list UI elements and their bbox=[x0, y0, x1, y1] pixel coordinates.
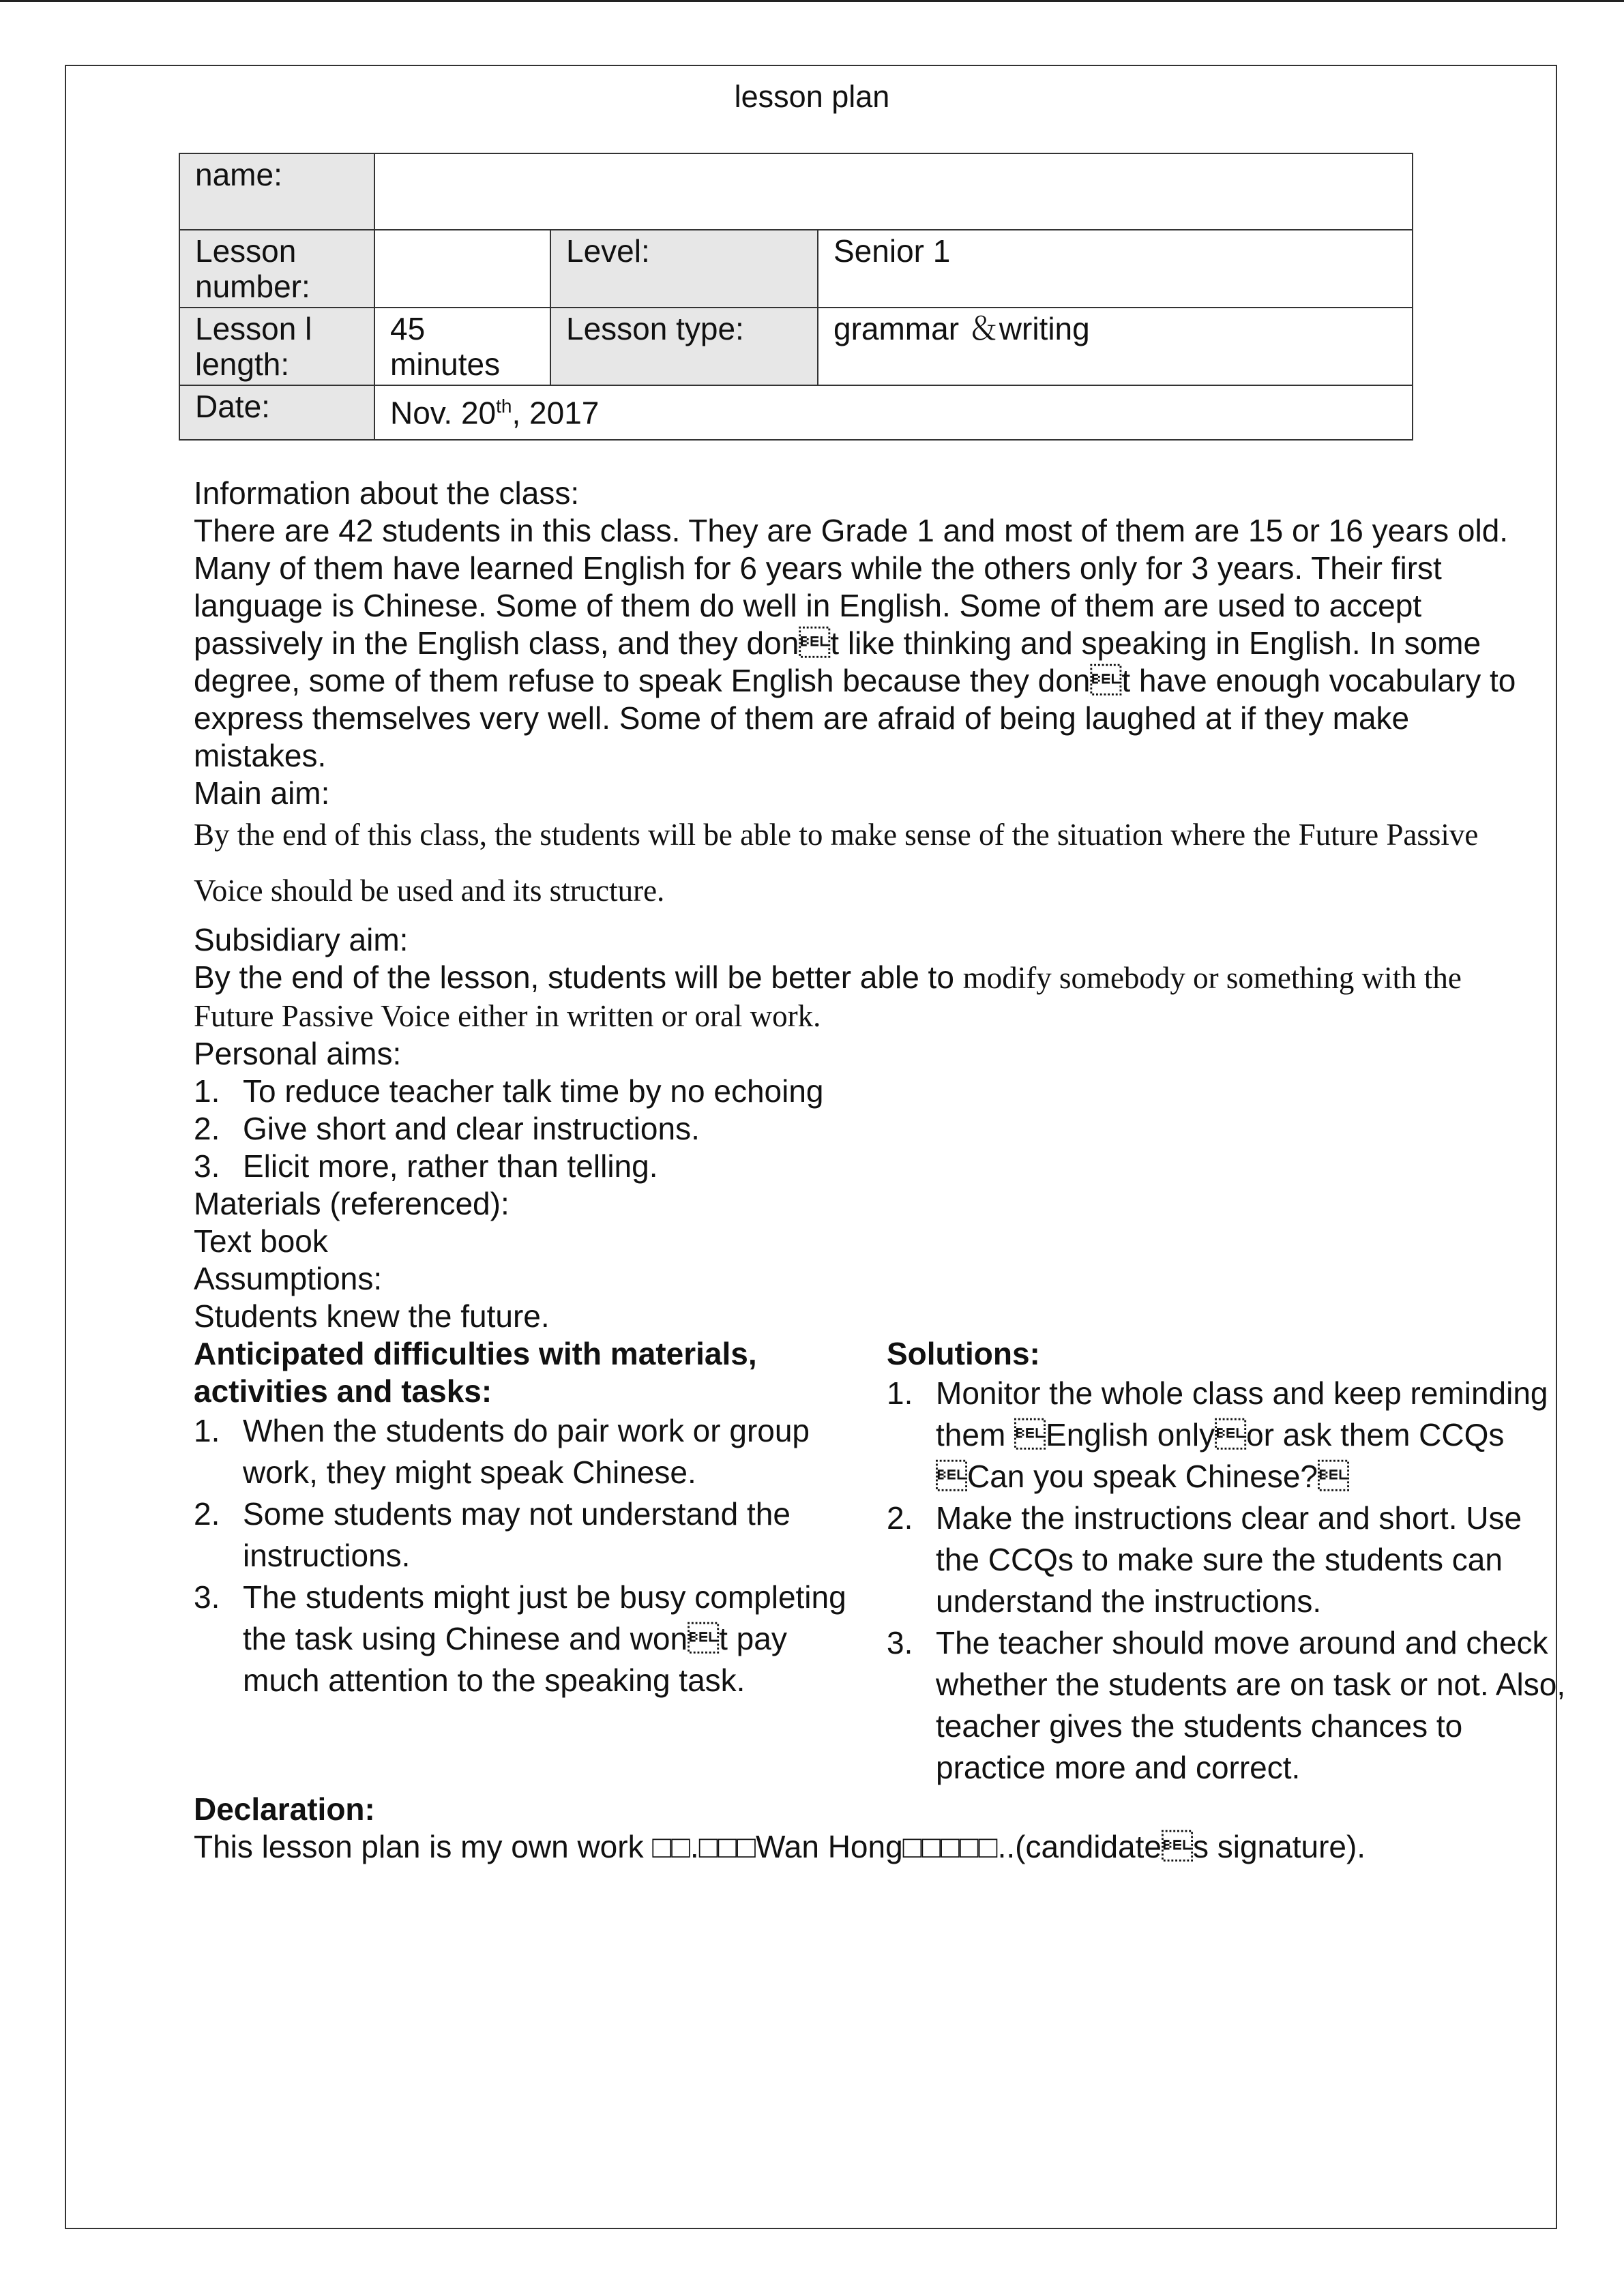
difficulties-solutions-columns bbox=[194, 1335, 1566, 1785]
lesson-length-label: Lesson l length: bbox=[179, 308, 374, 385]
lesson-info-table bbox=[179, 153, 1413, 441]
table-row-lesson-length bbox=[179, 308, 1413, 385]
assumptions-heading: Assumptions: bbox=[194, 1261, 383, 1296]
main-aim-heading: Main aim: bbox=[194, 775, 330, 811]
declaration-body: This lesson plan is my own work □□.□□□Wan Hong□□□□□..(candidates signature). bbox=[194, 1829, 1366, 1864]
list-item bbox=[887, 1622, 1569, 1789]
personal-aims-heading: Personal aims: bbox=[194, 1036, 402, 1071]
date-value bbox=[374, 385, 1413, 440]
class-info-body: There are 42 students in this class. They are Grade 1 and most of them are 15 or 16 years old. Many of them have learned English for 6 years while the others only for 3 years. Their first language is Chinese. Some of them do well in English. Some of them are used to accept passively in the English class, and they dont like thinking and speaking in English. In some degree, some of them refuse to speak English because they dont have enough vocabulary to express themselves very well. Some of them are afraid of being laughed at if they make mistakes. bbox=[194, 513, 1516, 773]
declaration-section bbox=[194, 1791, 1544, 1866]
lesson-type-label: Lesson type: bbox=[550, 308, 818, 385]
list-item bbox=[194, 1110, 1544, 1148]
date-ordinal-suffix: th bbox=[496, 396, 512, 417]
list-item-text: Some students may not understand the instructions. bbox=[243, 1496, 791, 1573]
materials-body: Text book bbox=[194, 1223, 328, 1259]
list-number: 1. bbox=[194, 1073, 220, 1109]
list-number: 3. bbox=[887, 1625, 913, 1660]
list-number: 2. bbox=[194, 1111, 220, 1146]
materials-heading: Materials (referenced): bbox=[194, 1186, 510, 1221]
solutions-column bbox=[887, 1335, 1569, 1789]
date-prefix: Nov. 20 bbox=[390, 395, 497, 431]
list-item bbox=[194, 1073, 1544, 1110]
subsidiary-aim-body bbox=[194, 959, 1544, 1035]
list-item-text: When the students do pair work or group work, they might speak Chinese. bbox=[243, 1413, 810, 1490]
difficulties-heading: Anticipated difficulties with materials, activities and tasks: bbox=[194, 1336, 757, 1409]
difficulties-column bbox=[194, 1335, 848, 1701]
name-label: name: bbox=[179, 153, 374, 230]
date-label: Date: bbox=[179, 385, 374, 440]
document-title: lesson plan bbox=[734, 79, 890, 114]
personal-aims-list bbox=[194, 1073, 1544, 1185]
list-item bbox=[887, 1497, 1569, 1622]
lesson-plan-body bbox=[194, 475, 1566, 1866]
list-number: 1. bbox=[887, 1375, 913, 1411]
top-rule bbox=[0, 0, 1624, 2]
table-row-lesson-number bbox=[179, 230, 1413, 308]
list-item bbox=[194, 1148, 1544, 1185]
subsidiary-aim-heading: Subsidiary aim: bbox=[194, 922, 409, 957]
main-aim-body: By the end of this class, the students will be able to make sense of the situation where the Future Passive Voice should be used and its structure. bbox=[194, 818, 1479, 908]
list-item-text: The students might just be busy completing the task using Chinese and wont pay much attention to the speaking task. bbox=[243, 1579, 846, 1698]
solutions-heading: Solutions: bbox=[887, 1336, 1040, 1371]
declaration-heading: Declaration: bbox=[194, 1791, 375, 1827]
lesson-type-value: grammar ＆writing bbox=[818, 308, 1413, 385]
class-info-heading: Information about the class: bbox=[194, 475, 580, 511]
level-value: Senior 1 bbox=[818, 230, 1413, 308]
list-item bbox=[887, 1373, 1569, 1497]
list-item bbox=[194, 1493, 848, 1577]
assumptions-body: Students knew the future. bbox=[194, 1298, 550, 1334]
list-number: 3. bbox=[194, 1579, 220, 1615]
subsidiary-aim-body-start: By the end of the lesson, students will be better able to bbox=[194, 959, 963, 995]
table-row-date bbox=[179, 385, 1413, 440]
list-item-text: Monitor the whole class and keep reminding them English onlyor ask them CCQs Can you speak Chinese? bbox=[936, 1375, 1548, 1494]
solutions-list bbox=[887, 1373, 1569, 1789]
lesson-number-label: Lesson number: bbox=[179, 230, 374, 308]
list-item-text: To reduce teacher talk time by no echoing bbox=[243, 1073, 824, 1109]
lesson-number-value bbox=[374, 230, 550, 308]
list-item-text: Make the instructions clear and short. Use the CCQs to make sure the students can understand the instructions. bbox=[936, 1500, 1522, 1619]
list-item-text: Give short and clear instructions. bbox=[243, 1111, 700, 1146]
lesson-length-value: 45 minutes bbox=[374, 308, 550, 385]
list-item bbox=[194, 1410, 848, 1493]
list-number: 2. bbox=[194, 1496, 220, 1532]
subsidiary-aim-body-end: modify somebody or something with the Future Passive Voice either in written or oral work. bbox=[194, 961, 1462, 1033]
date-year: , 2017 bbox=[512, 395, 600, 431]
list-number: 1. bbox=[194, 1413, 220, 1448]
level-label: Level: bbox=[550, 230, 818, 308]
list-number: 2. bbox=[887, 1500, 913, 1536]
list-item bbox=[194, 1577, 848, 1701]
list-item-text: Elicit more, rather than telling. bbox=[243, 1148, 658, 1184]
table-row-name bbox=[179, 153, 1413, 230]
list-item-text: The teacher should move around and check whether the students are on task or not. Also, teacher gives the students chances to practice more and correct. bbox=[936, 1625, 1566, 1785]
name-value bbox=[374, 153, 1413, 230]
list-number: 3. bbox=[194, 1148, 220, 1184]
difficulties-list bbox=[194, 1410, 848, 1701]
